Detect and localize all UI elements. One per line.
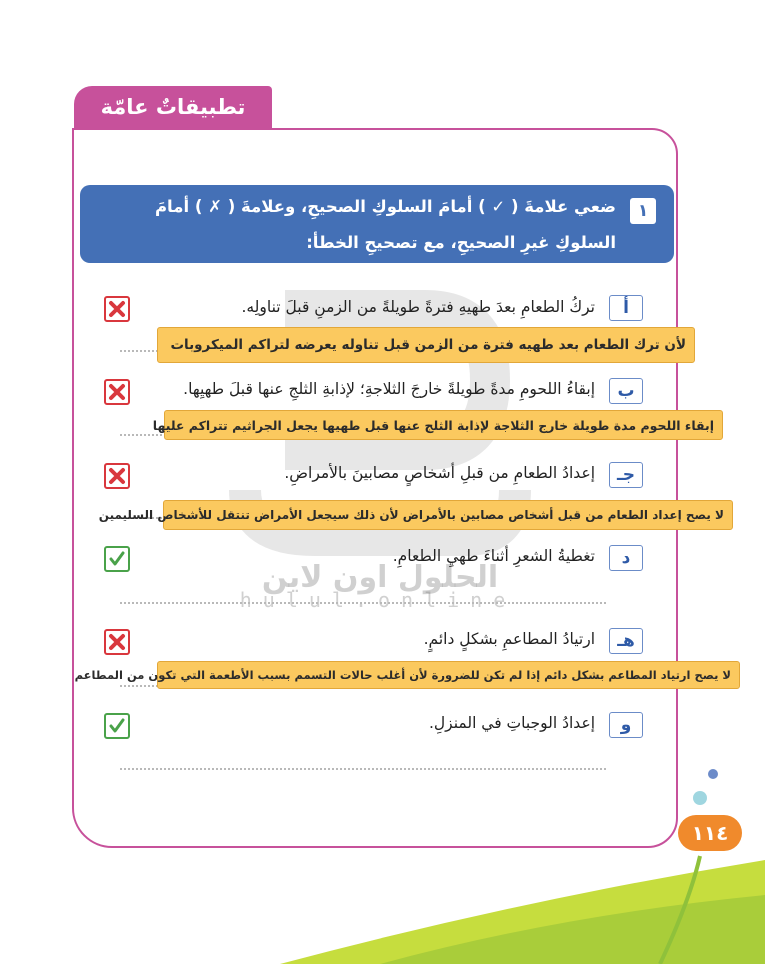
item-letter: ب <box>609 378 643 404</box>
item-letter: جـ <box>609 462 643 488</box>
question-instruction <box>80 185 674 263</box>
check-mark-icon[interactable] <box>104 546 130 572</box>
answer-note: إبقاء اللحوم مدة طويلة خارج الثلاجة لإذابة الثلج عنها قبل طهيها يجعل الجراثيم تتراكم عليها <box>164 410 723 440</box>
answer-note: لا يصح ارتياد المطاعم بشكل دائم إذا لم تكن للضرورة لأن أغلب حالات التسمم بسبب الأطعمة التي تكون من المطاعم <box>157 661 740 689</box>
answer-note: لا يصح إعداد الطعام من قبل أشخاص مصابين بالأمراض لأن ذلك سيجعل الأمراض تنتقل للأشخاص السليمين <box>163 500 733 530</box>
answer-line[interactable] <box>120 768 606 770</box>
section-title: تطبيقاتٌ عامّة <box>100 95 246 119</box>
item-text: إبقاءُ اللحومِ مدةً طويلةً خارجَ الثلاجةِ؛ لإذابةِ الثلجِ عنها قبلَ طهيِها. <box>183 380 595 398</box>
item-letter: د <box>609 545 643 571</box>
wrong-mark-icon[interactable] <box>104 629 130 655</box>
item-text: إعدادُ الوجباتِ في المنزلِ. <box>428 714 595 732</box>
item-letter: أ <box>609 295 643 321</box>
page-number: ١١٤ <box>678 815 742 851</box>
question-number: ١ <box>630 198 656 224</box>
check-mark-icon[interactable] <box>104 713 130 739</box>
item-text: إعدادُ الطعامِ من قبلِ أشخاصٍ مصابينَ بالأمراضِ. <box>284 464 595 482</box>
wrong-mark-icon[interactable] <box>104 296 130 322</box>
answer-note: لأن ترك الطعام بعد طهيه فترة من الزمن قبل تناوله يعرضه لتراكم الميكروبات <box>157 327 695 363</box>
section-title-tab <box>74 86 272 128</box>
wrong-mark-icon[interactable] <box>104 463 130 489</box>
answer-line[interactable] <box>120 602 606 604</box>
wrong-mark-icon[interactable] <box>104 379 130 405</box>
item-text: تركُ الطعامِ بعدَ طهيهِ فترةً طويلةً من الزمنِ قبلَ تناولِه. <box>241 298 595 316</box>
item-letter: و <box>609 712 643 738</box>
watermark-arabic: الحلول اون لاين <box>261 560 499 595</box>
watermark-latin: hulul.online <box>239 588 517 612</box>
instruction-text: ضعي علامةَ ( ✓ ) أمامَ السلوكِ الصحيحِ، وعلامةَ ( ✗ ) أمامَ السلوكِ غيرِ الصحيحِ، مع تصحيحِ الخطأ: <box>154 197 616 252</box>
item-text: تغطيةُ الشعرِ أثناءَ طهيِ الطعامِ. <box>392 547 595 565</box>
item-letter: هـ <box>609 628 643 654</box>
item-text: ارتيادُ المطاعمِ بشكلٍ دائمٍ. <box>423 630 595 648</box>
